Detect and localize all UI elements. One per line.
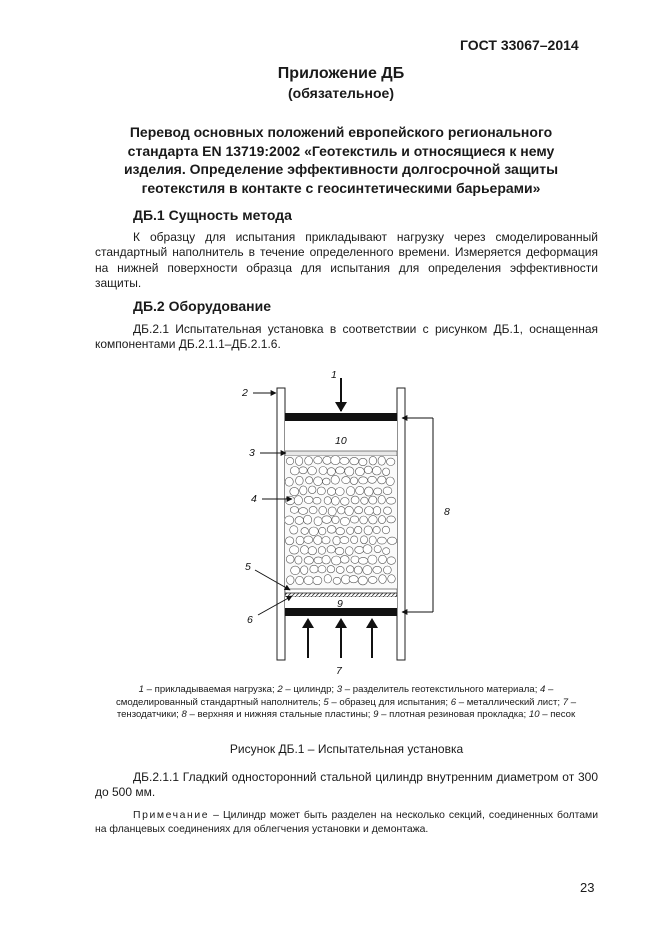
document-title [60,123,622,198]
filler-pebble [388,575,396,583]
filler-pebble [363,566,372,575]
filler-pebble [365,507,374,515]
filler-pebble [290,467,299,475]
filler-pebble [286,555,294,563]
legend-num: 9 [373,709,379,721]
label-6: 6 [247,614,253,626]
filler-pebble [286,457,293,464]
title-line: Перевод основных положений европейского регионального [129,124,553,140]
filler-pebble [333,536,341,545]
filler-pebble [314,477,323,486]
filler-pebble [309,527,318,536]
filler-pebble [296,576,304,584]
filler-pebble [331,475,339,484]
filler-pebble [327,468,335,476]
filler-pebble [338,507,345,514]
filler-pebble [369,536,376,545]
legend-text: цилиндр; [293,684,337,695]
section-1-text: К образцу для испытания прикладывают нагрузку через смоделированный стандартный наполнитель в течение определенного времени. Измеряется деформация на нижней поверхности образца для испытания для определения эффективности защиты. [95,230,598,290]
filler-pebble [314,457,322,464]
load-arrowhead [335,402,347,412]
filler-pebble [323,478,331,485]
legend-num: 10 [528,709,540,721]
filler-pebble [291,566,300,575]
filler-pebble [327,546,335,553]
filler-pebble [372,466,381,475]
filler-pebble [373,526,380,533]
filler-pebble [349,576,358,583]
filler-pebble [378,495,385,504]
filler-pebble [368,476,377,483]
metal-sheet [285,593,397,597]
filler-pebble [359,477,368,484]
filler-pebble [355,526,362,533]
filler-pebble [355,467,364,475]
filler-pebble [294,496,302,505]
filler-pebble [285,496,294,505]
filler-pebble [285,477,293,486]
filler-pebble [305,457,313,466]
filler-pebble [304,536,313,543]
filler-pebble [369,456,377,465]
label-5: 5 [245,561,251,573]
filler-pebble [319,467,327,475]
standard-code: ГОСТ 33067–2014 [460,37,579,53]
filler-pebble [345,506,354,515]
figure-title: Рисунок ДБ.1 – Испытательная установка [229,742,464,756]
legend-text: образец для испытания; [339,696,451,708]
filler-pebble [317,487,325,495]
filler-pebble [290,546,299,554]
filler-pebble [377,537,386,544]
filler-pebble [314,517,322,526]
filler-pebble [356,486,364,494]
filler-pebble [351,556,359,563]
title-line: геотекстиля в контакте с геосинтетическими барьерами» [141,180,541,197]
appendix-title: Приложение ДБ [277,65,405,82]
filler-pebble [383,487,392,495]
filler-pebble [369,516,378,524]
item-2-1-1-text: ДБ.2.1.1 Гладкий односторонний стальной цилиндр внутренним диаметром от 300 до 500 мм. [95,770,598,800]
geotextile-separator [285,451,397,456]
filler-pebble [378,516,385,524]
filler-pebble [327,526,336,534]
filler-pebble [335,488,344,496]
label-10: 10 [335,435,347,447]
filler-pebble [304,576,313,585]
filler-pebble [300,486,307,495]
filler-pebble [306,477,313,484]
filler-pebble [379,555,387,563]
filler-pebble [328,507,336,516]
filler-pebble [318,566,326,573]
filler-pebble [358,576,367,585]
filler-pebble [384,507,392,515]
filler-pebble [354,566,362,574]
legend-num: 2 [277,684,283,695]
test-sample [285,589,397,593]
legend-num: 3 [336,684,343,695]
filler-pebble [295,556,302,564]
legend-num: 5 [323,696,329,708]
filler-pebble [285,516,294,525]
filler-pebble [327,566,335,573]
filler-pebble [373,566,382,573]
legend-num: 7 [562,696,569,708]
filler-pebble [360,516,368,524]
filler-pebble [336,467,345,474]
filler-pebble [313,576,322,584]
filler-pebble [355,507,363,514]
label-7: 7 [336,665,342,677]
plates-bracket [402,418,433,612]
filler-pebble [341,498,350,506]
test-apparatus-figure [0,360,661,685]
filler-pebble [308,547,317,555]
filler-pebble [308,467,317,475]
filler-pebble [310,565,318,573]
filler-pebble [290,507,298,514]
filler-pebble [378,456,385,465]
filler-pebble [333,577,341,584]
title-line: изделия. Определение эффективности долгосрочной защиты [123,161,559,178]
filler-pebble [351,496,359,504]
filler-pebble [319,527,326,535]
filler-pebble [382,526,389,534]
filler-pebble [331,456,340,465]
filler-pebble [387,458,395,465]
filler-pebble [290,487,299,495]
filler-pebble [295,457,302,466]
filler-pebble [364,526,372,535]
filler-pebble [327,488,335,496]
filler-pebble [378,476,386,484]
filler-pebble [350,457,359,464]
label-9: 9 [337,598,343,610]
note-label: Примечание [133,810,210,821]
section-2-heading: ДБ.2 Оборудование [133,298,271,314]
filler-pebble [318,547,325,555]
legend-text: прикладываемая нагрузка; [154,684,278,695]
filler-pebble [314,536,322,545]
filler-pebble [313,497,321,504]
filler-pebble [387,516,396,523]
filler-pebble [350,477,357,485]
filler-pebble [342,477,350,484]
section-2-text: ДБ.2.1 Испытательная установка в соответствии с рисунком ДБ.1, оснащенная компонентами ДБ.2.1.1–ДБ.2.1.6. [95,322,598,352]
filler-pebble [287,576,295,585]
filler-pebble [374,488,382,495]
filler-pebble [319,506,327,514]
filler-pebble [323,456,332,464]
filler-pebble [324,497,331,505]
filler-pebble [331,556,341,565]
filler-pebble [386,477,394,486]
label-2: 2 [242,387,248,399]
filler-pebble [345,467,354,476]
legend-text: верхняя и нижняя стальные пластины; [197,709,374,721]
filler-pebble [364,466,372,474]
filler-pebble [332,516,339,524]
filler-pebble [299,508,308,515]
label-3: 3 [249,447,255,459]
legend-num: 4 [540,684,546,695]
filler-pebble [373,506,381,515]
filler-pebble [332,497,340,506]
legend-num: 8 [181,709,187,721]
label-8: 8 [444,506,450,518]
filler-pebble [304,515,312,524]
filler-pebble [324,575,331,583]
filler-pebble [359,557,368,564]
note-text: – Цилиндр может быть разделен на несколько секций, соединенных болтами на фланцевых соединениях для облегчения установки и демонтажа. [95,810,598,835]
legend-text: металлический лист; [466,696,563,708]
filler-pebble [290,526,298,534]
filler-pebble [314,557,323,564]
filler-pebble [322,555,330,564]
filler-pebble [368,576,377,583]
appendix-subtitle: (обязательное) [287,85,394,101]
filler-pebble [387,557,396,565]
filler-pebble [383,468,390,476]
filler-pebble [387,537,396,544]
label-4: 4 [251,493,257,505]
filler-pebble [346,487,354,496]
filler-pebble [350,516,358,523]
top-steel-plate [285,413,397,421]
legend-text: смоделированный стандартный наполнитель; [115,696,324,708]
filler-pebble [340,537,349,544]
filler-pebble [351,536,358,544]
filler-pebble [345,547,353,556]
filler-pebble [322,516,331,524]
filler-pebble [299,467,307,474]
legend-text: разделитель геотекстильного материала; [352,684,541,695]
filler-pebble [347,527,354,534]
label-1: 1 [331,369,337,381]
filler-pebble [296,476,304,485]
filler-pebble [295,517,304,525]
filler-pebble [336,528,345,535]
filler-pebble [361,497,368,504]
title-line: стандарта EN 13719:2002 «Геотекстиль и относящиеся к нему [127,142,555,159]
figure-legend: 1 – прикладываемая нагрузка; 2 – цилиндр; 3 – разделитель геотекстильного материала; 4 – смоделированный стандартный наполнитель; 5 – образец для испытания; 6 – металлический лист; 7 – тензодатчики; 8 – верхняя и нижняя стальные пластины; 9 – плотная резиновая прокладка; 10 – песок [115,684,577,721]
filler-pebble [304,557,313,565]
filler-pebble [301,528,309,535]
filler-pebble [386,497,395,504]
filler-pebble [368,555,377,564]
legend-text: плотная резиновая прокладка; [389,709,529,721]
filler-pebble [359,458,367,465]
filler-pebble [360,536,367,544]
filler-pebble [379,575,387,584]
filler-pebble [336,566,344,573]
note [95,809,598,836]
filler-pebble [384,566,392,574]
filler-pebble [365,487,374,496]
filler-pebble [347,566,354,573]
filler-pebble [308,486,316,494]
filler-pebble [383,548,390,555]
filler-pebble [340,457,349,464]
legend-text: песок [550,709,576,721]
legend-text: тензодатчики; [116,709,182,721]
legend-num: 6 [450,696,457,708]
filler-pebble [285,537,293,545]
filler-pebble [304,496,313,503]
section-1-heading: ДБ.1 Сущность метода [133,207,292,223]
filler-pebble [340,517,349,525]
filler-pebble [369,496,377,504]
filler-pebble [374,546,381,553]
filler-pebble [301,566,308,575]
filler-pebble [340,556,349,564]
legend-num: 1 [138,684,144,695]
filler-pebble [335,547,344,554]
page-number: 23 [580,880,595,895]
filler-pebble [363,545,372,554]
filler-pebble [355,546,364,553]
filler-pebble [296,536,304,545]
filler-pebble [300,546,308,555]
filler-pebble [309,506,317,513]
filler-pebble [322,537,330,544]
load-cell-arrows [302,618,378,658]
